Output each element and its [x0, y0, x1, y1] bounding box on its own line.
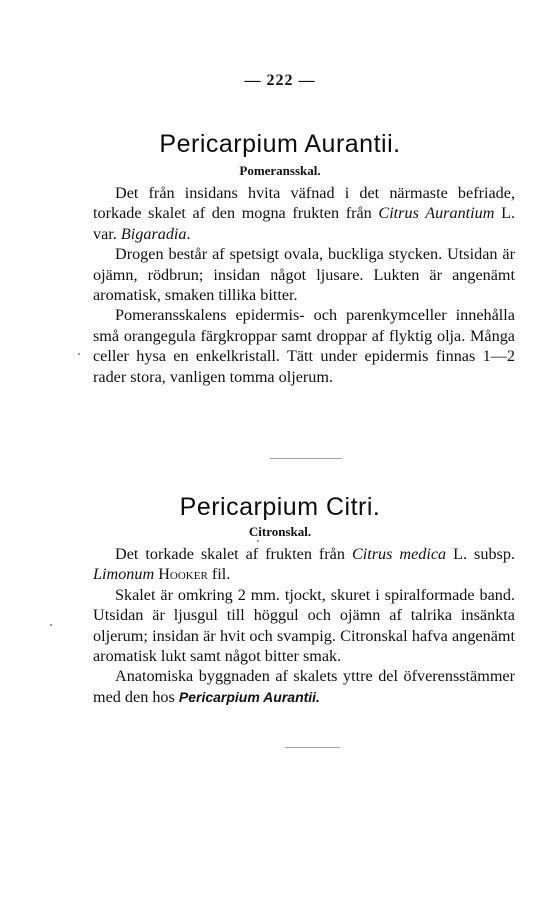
species-name: Citrus Aurantium — [378, 204, 495, 223]
section-title-citri: Pericarpium Citri. — [179, 493, 381, 521]
author-name: Hooker — [158, 565, 208, 584]
divider-line — [285, 747, 340, 748]
section-body-aurantii — [93, 183, 515, 387]
text-run: Det torkade skalet af frukten från — [115, 545, 352, 563]
text-run: L. subsp. — [446, 545, 515, 563]
species-name: Citrus medica — [351, 545, 447, 563]
text-run: Det från insidans hvita väfnad i det närmaste befriade, torkade skalet af den mogna frukten från — [93, 184, 515, 223]
text-run: . — [186, 224, 191, 243]
section-subtitle-pomeransskal: Pomeransskal. — [239, 163, 321, 178]
section-subtitle-citronskal: Citronskal. — [248, 524, 312, 539]
text-run: L. var. — [93, 204, 515, 243]
subspecies-name: Limonum — [93, 565, 155, 584]
scan-speck — [50, 624, 52, 626]
scan-speck — [257, 540, 259, 542]
scan-speck — [78, 353, 80, 355]
divider-line — [270, 458, 342, 459]
cross-reference: Pericarpium Aurantii. — [178, 688, 320, 705]
variety-name: Bigaradia — [120, 224, 187, 243]
section-title-aurantii: Pericarpium Aurantii. — [159, 130, 401, 158]
paragraph — [93, 666, 515, 707]
paragraph — [93, 544, 515, 585]
paragraph: Drogen består af spetsigt ovala, buckliga stycken. Utsidan är ojämn, rödbrun; insidan något ljusare. Lukten är angenämt aromatisk, smaken tillika bitter. — [93, 245, 515, 305]
paragraph — [93, 183, 515, 244]
section-body-citri — [93, 544, 515, 707]
text-run: fil. — [207, 565, 231, 584]
page-number: — 222 — — [244, 72, 316, 89]
text-run: Anatomiska byggnaden af skalets yttre del öfverensstämmer med den hos — [93, 667, 515, 706]
paragraph: Pomeransskalens epidermis- och parenkymceller innehålla små orangegula färgkroppar samt droppar af flyktig olja. Många celler hysa en enkelkristall. Tätt under epidermis finnas 1—2 rader stora, vanligen tomma oljerum. — [93, 306, 515, 386]
paragraph: Skalet är omkring 2 mm. tjockt, skuret i spiralformade band. Utsidan är ljusgul till höggul och ojämn af talrika insänkta oljerum; insidan är hvit och svampig. Citronskal hafva angenämt aromatisk lukt samt något bitter smak. — [93, 585, 515, 666]
